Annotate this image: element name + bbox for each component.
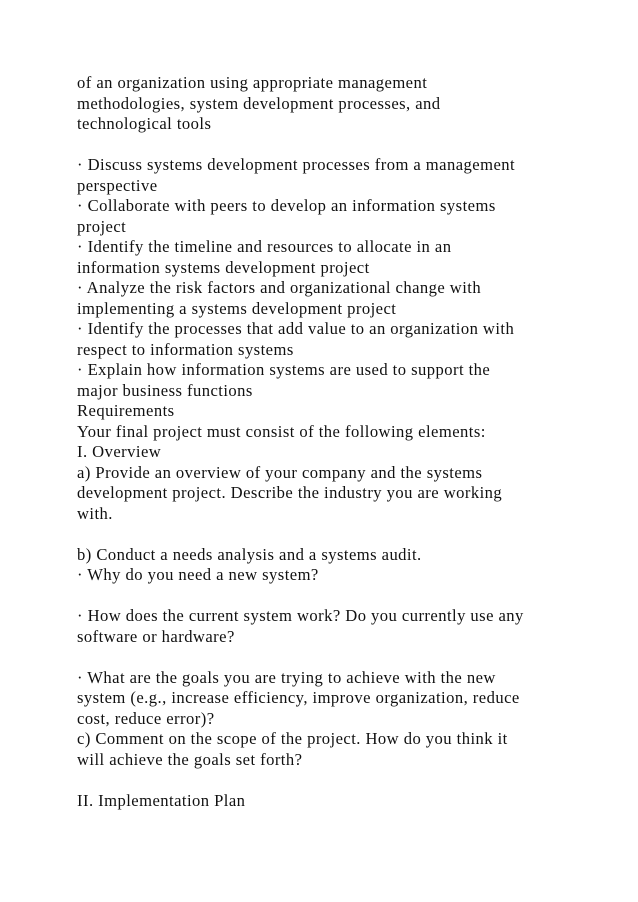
bullet-line: · Analyze the risk factors and organizational change with: [77, 278, 482, 297]
blank-line: [77, 647, 617, 668]
text-line: perspective: [77, 175, 158, 195]
bullet-line: · What are the goals you are trying to achieve with the new: [77, 667, 496, 687]
text-line: cost, reduce error)?: [77, 708, 215, 728]
section-heading: Requirements: [77, 401, 175, 420]
bullet-line: · Explain how information systems are used to support the: [77, 360, 491, 379]
bullet-line: · Collaborate with peers to develop an information systems: [77, 196, 496, 215]
text-line: software or hardware?: [77, 626, 235, 646]
blank-line: [77, 586, 617, 607]
bullet-line: · Identify the timeline and resources to allocate in an: [77, 237, 452, 256]
section-heading: I. Overview: [77, 442, 162, 461]
blank-line: [77, 524, 617, 545]
text-line: of an organization using appropriate management: [77, 73, 428, 92]
text-line: project: [77, 216, 127, 236]
text-line: major business functions: [77, 380, 253, 400]
text-line: methodologies, system development processes, and: [77, 93, 441, 113]
bullet-line: · Identify the processes that add value to an organization with: [77, 319, 515, 338]
text-line: b) Conduct a needs analysis and a systems audit.: [77, 544, 422, 564]
section-heading: II. Implementation Plan: [77, 790, 246, 810]
text-line: implementing a systems development project: [77, 298, 397, 318]
bullet-line: · How does the current system work? Do you currently use any: [77, 606, 524, 625]
text-line: will achieve the goals set forth?: [77, 749, 303, 769]
text-line: technological tools: [77, 114, 212, 133]
blank-line: [77, 135, 617, 156]
text-line: with.: [77, 503, 113, 523]
bullet-line: · Discuss systems development processes from a management: [77, 155, 516, 174]
text-line: c) Comment on the scope of the project. How do you think it: [77, 729, 508, 748]
text-line: system (e.g., increase efficiency, improve organization, reduce: [77, 688, 520, 707]
bullet-line: · Why do you need a new system?: [77, 565, 319, 584]
text-line: development project. Describe the industry you are working: [77, 483, 503, 502]
document-body: [77, 73, 617, 811]
text-line: Your final project must consist of the following elements:: [77, 421, 486, 441]
blank-line: [77, 770, 617, 791]
text-line: respect to information systems: [77, 339, 294, 359]
text-line: information systems development project: [77, 257, 370, 277]
text-line: a) Provide an overview of your company and the systems: [77, 462, 483, 482]
